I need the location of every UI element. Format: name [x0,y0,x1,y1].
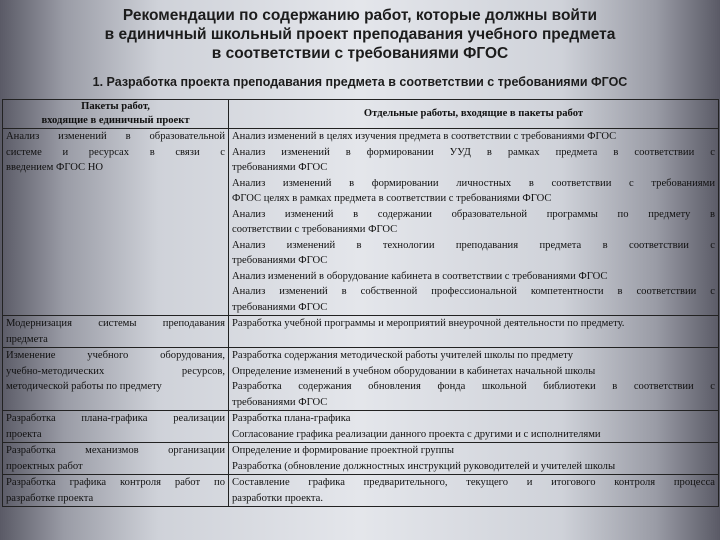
page-title [0,6,720,63]
work-package-line: учебно-методических ресурсов, [6,365,225,377]
table-row [3,348,719,411]
separate-works-cell [229,443,719,475]
header-work-packages [3,100,229,129]
table-row [3,129,719,316]
work-package-line: методической работы по предмету [6,381,162,392]
title-line-2: в единичный школьный проект преподавания учебного предмета [104,26,616,43]
separate-works-cell [229,475,719,507]
table-header-row [3,100,719,129]
work-item-line: Анализ изменений в целях изучения предмета в соответствии с требованиями ФГОС [232,131,617,142]
work-package-line: проекта [6,428,42,440]
work-package-line: Модернизация системы преподавания [6,318,225,329]
table-row [3,475,719,507]
table-row [3,443,719,475]
work-item-line: Разработка содержания обновления фонда школьной библиотеки в соответствии с [232,381,715,392]
work-package-line: проектных работ [6,460,83,472]
work-item-line: ФГОС целях в рамках предмета в соответствии с требованиями ФГОС [232,193,552,204]
work-package-line: предмета [6,333,48,345]
work-item-line: Анализ изменений в собственной профессиональной компетентности в соответствии с [232,286,715,297]
work-packages-table [2,99,719,507]
work-item-line: Определение и формирование проектной группы [232,445,455,456]
work-package-line: Разработка механизмов организации [6,445,225,456]
work-package-line: разработке проекта [6,492,94,504]
table-row [3,411,719,443]
work-item-line: Согласование графика реализации данного проекта с другими и с исполнителями [232,428,601,440]
work-item-line: требованиями ФГОС [232,162,328,173]
header-left-line: Пакеты работ, [81,101,150,112]
work-item-line: Определение изменений в учебном оборудовании в кабинетах начальной школы [232,365,596,377]
title-line-1: Рекомендации по содержанию работ, которые должны войти [122,7,598,24]
separate-works-cell [229,348,719,411]
separate-works-cell [229,316,719,348]
work-package-line: системе и ресурсах в связи с [6,146,225,158]
title-line-3: в соответствии с требованиями ФГОС [211,45,509,62]
work-package-cell [3,475,229,507]
work-item-line: Разработка плана-графика [232,413,351,424]
work-item-line: требованиями ФГОС [232,255,328,266]
work-item-line: Анализ изменений в содержании образовательной программы по предмету в [232,208,715,220]
work-item-line: Анализ изменений в формировании УУД в рамках предмета в соответствии с [232,146,715,158]
section-subtitle: 1. Разработка проекта преподавания предмета в соответствии с требованиями ФГОС [92,75,628,89]
work-item-line: требованиями ФГОС [232,301,328,313]
work-item-line: требованиями ФГОС [232,396,328,408]
work-package-cell [3,316,229,348]
header-separate-works: Отдельные работы, входящие в пакеты работ [229,100,719,129]
work-package-line: Изменение учебного оборудования, [6,350,225,361]
work-package-cell [3,129,229,316]
work-item-line: Анализ изменений в оборудование кабинета в соответствии с требованиями ФГОС [232,270,608,282]
work-package-cell [3,348,229,411]
work-item-line: Разработка содержания методической работы учителей школы по предмету [232,350,573,361]
work-item-line: Разработка учебной программы и мероприятий внеурочной деятельности по предмету. [232,318,625,329]
work-package-line: Разработка графика контроля работ по [6,477,225,488]
work-item-line: Составление графика предварительного, текущего и итогового контроля процесса [232,477,715,488]
work-item-line: разработки проекта. [232,492,324,504]
work-package-line: введением ФГОС НО [6,162,104,173]
work-item-line: Анализ изменений в технологии преподавания предмета в соответствии с [232,239,715,251]
work-item-line: Анализ изменений в формировании личностных в соответствии с требованиями [232,177,715,189]
work-package-line: Разработка плана-графика реализации [6,413,225,424]
separate-works-cell [229,411,719,443]
work-package-cell [3,443,229,475]
work-item-line: Разработка (обновление должностных инструкций руководителей и учителей школы [232,460,616,472]
separate-works-cell [229,129,719,316]
work-package-line: Анализ изменений в образовательной [6,131,225,142]
work-package-cell [3,411,229,443]
work-item-line: соответствии с требованиями ФГОС [232,224,398,235]
table-row [3,316,719,348]
header-left-line: входящие в единичный проект [41,115,190,126]
